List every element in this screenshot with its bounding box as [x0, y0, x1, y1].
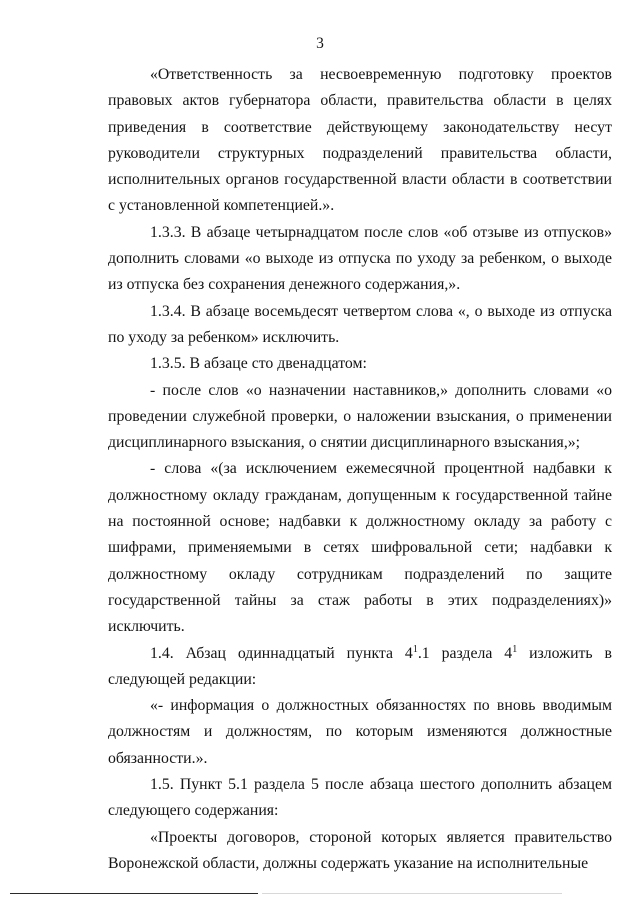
paragraph-1-3-3: 1.3.3. В абзаце четырнадцатом после слов «об отзыве из отпусков» дополнить словами «о выходе из отпуска по уходу за ребенком, о выходе из отпуска без сохранения денежного содержания,». — [108, 223, 612, 294]
paragraph-1-4 — [108, 641, 612, 694]
paragraph-1-4-part2: .1 раздела 4 — [417, 644, 513, 662]
footer-rule-faint — [262, 893, 562, 894]
page-number: 3 — [316, 35, 324, 52]
superscript-1: 1 — [512, 643, 518, 655]
paragraph-1-4-part1: 1.4. Абзац одиннадцатый пункта 4 — [150, 644, 413, 662]
paragraph-1-4-part3: изложить в следующей редакции: — [108, 644, 612, 688]
paragraph-1-3-5: 1.3.5. В абзаце сто двенадцатом: — [150, 355, 367, 373]
paragraph-bullet-mentors: - после слов «о назначении наставников,» дополнить словами «о проведении служебной проверки, о наложении взыскания, о применении дисциплинарного взыскания, о снятии дисциплинарного взыскания,»; — [108, 381, 612, 452]
paragraph-bullet-allowances: - слова «(за исключением ежемесячной процентной надбавки к должностному окладу гражданам, допущенным к государственной тайне на постоянной основе; надбавки к должностному окладу за работу с шифрами, применяемыми в сетях шифровальной сети; надбавки к должностному окладу сотрудникам подразделений по защите государственной тайны за стаж работы в этих подразделениях)» исключить. — [108, 460, 612, 636]
superscript-1: 1 — [412, 643, 418, 655]
footer-rule — [10, 893, 258, 894]
document-body — [108, 62, 612, 877]
paragraph-1-5: 1.5. Пункт 5.1 раздела 5 после абзаца шестого дополнить абзацем следующего содержания: — [108, 776, 612, 820]
paragraph-responsibility-quote: «Ответственность за несвоевременную подготовку проектов правовых актов губернатора области, правительства области в целях приведения в соответствие действующему законодательству несут руководители структурных подразделений правительства области, исполнительных органов государственной власти области в соответствии с установленной компетенцией.». — [108, 66, 612, 215]
paragraph-duties-quote: «- информация о должностных обязанностях по вновь вводимым должностям и должностям, по которым изменяются должностные обязанности.». — [108, 697, 612, 767]
paragraph-contracts-quote: «Проекты договоров, стороной которых является правительство Воронежской области, должны содержать указание на исполнительные — [108, 828, 612, 872]
paragraph-1-3-4: 1.3.4. В абзаце восемьдесят четвертом слова «, о выходе из отпуска по уходу за ребенком» исключить. — [108, 302, 612, 346]
